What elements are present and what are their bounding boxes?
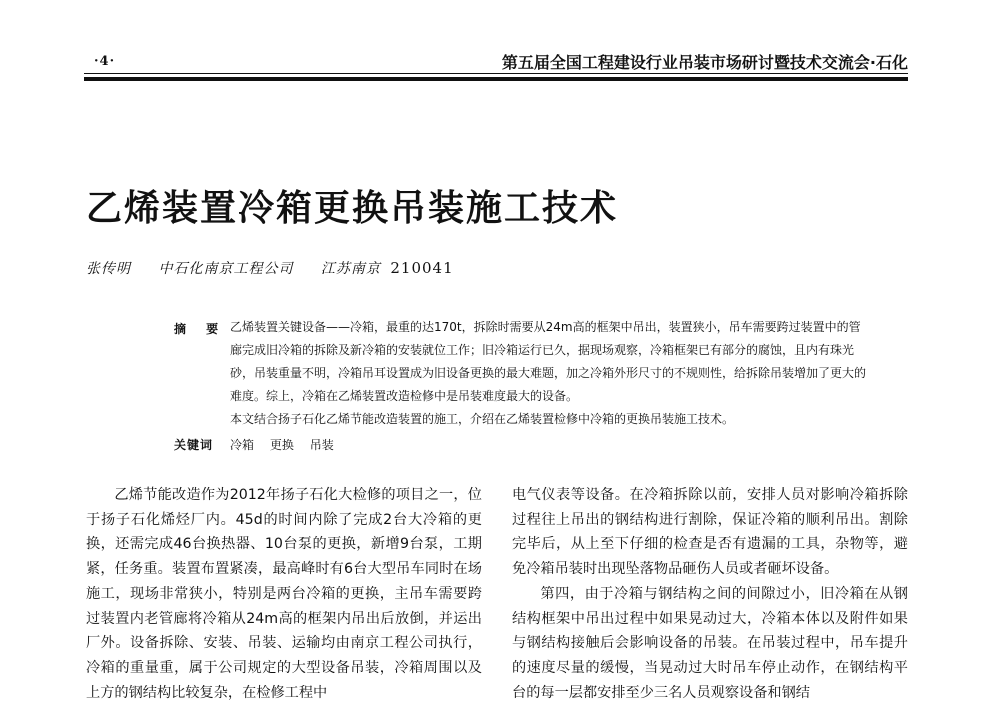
postcode: 210041 <box>390 259 454 277</box>
header-rule-thick <box>84 77 908 81</box>
keyword: 冷箱 <box>230 438 255 452</box>
body-column-left <box>86 483 482 705</box>
author-name: 张传明 <box>86 261 131 277</box>
article-title: 乙烯装置冷箱更换吊装施工技术 <box>86 188 619 229</box>
abstract-paragraph: 本文结合扬子石化乙烯节能改造装置的施工，介绍在乙烯装置检修中冷箱的更换吊装施工技术。 <box>230 412 735 426</box>
keyword: 吊装 <box>309 438 334 452</box>
abstract-text <box>230 316 866 431</box>
body-paragraph: 乙烯节能改造作为2012年扬子石化大检修的项目之一，位于扬子石化烯烃厂内。45d的时间内除了完成2台大冷箱的更换，还需完成46台换热器、10台泵的更换，新增9台泵，工期紧，任务重。装置布置紧凑，最高峰时有6台大型吊车同时在场施工，现场非常狭小，特别是两台冷箱的更换，主吊车需要跨过装置内老管廊将冷箱从24m高的框架内吊出后放倒，并运出厂外。设备拆除、安装、吊装、运输均由南京工程公司执行，冷箱的重量重，属于公司规定的大型设备吊装，冷箱周围以及上方的钢结构比较复杂，在检修工程中 <box>86 487 482 701</box>
header-rule-thin <box>84 73 908 74</box>
author-affiliation: 中石化南京工程公司 <box>158 261 294 277</box>
author-location: 江苏南京 <box>320 261 381 277</box>
byline <box>86 258 454 278</box>
keywords-label: 关键词 <box>174 438 214 452</box>
running-header: 第五届全国工程建设行业吊装市场研讨暨技术交流会·石化 <box>501 53 908 72</box>
keyword: 更换 <box>269 438 294 452</box>
abstract-label: 摘 要 <box>174 322 227 336</box>
page-number: ·4· <box>94 54 116 69</box>
body-column-right <box>512 483 908 705</box>
body-paragraph: 电气仪表等设备。在冷箱拆除以前，安排人员对影响冷箱拆除过程往上吊出的钢结构进行割除，保证冷箱的顺利吊出。割除完毕后，从上至下仔细的检查是否有遗漏的工具，杂物等，避免冷箱吊装时出现坠落物品砸伤人员或者砸坏设备。 <box>512 487 908 578</box>
keywords-list <box>230 436 346 453</box>
body-paragraph: 第四，由于冷箱与钢结构之间的间隙过小，旧冷箱在从钢结构框架中吊出过程中如果晃动过大，冷箱本体以及附件如果与钢结构接触后会影响设备的吊装。在吊装过程中，吊车提升的速度尽量的缓慢，当晃动过大时吊车停止动作，在钢结构平台的每一层都安排至少三名人员观察设备和钢结 <box>512 585 908 701</box>
abstract-paragraph: 乙烯装置关键设备——冷箱，最重的达170t，拆除时需要从24m高的框架中吊出，装置狭小，吊车需要跨过装置中的管廊完成旧冷箱的拆除及新冷箱的安装就位工作；旧冷箱运行已久，据现场观察，冷箱框架已有部分的腐蚀，且内有珠光砂，吊装重量不明，冷箱吊耳设置成为旧设备更换的最大难题，加之冷箱外形尺寸的不规则性，给拆除吊装增加了更大的难度。综上，冷箱在乙烯装置改造检修中是吊装难度最大的设备。 <box>230 320 867 403</box>
